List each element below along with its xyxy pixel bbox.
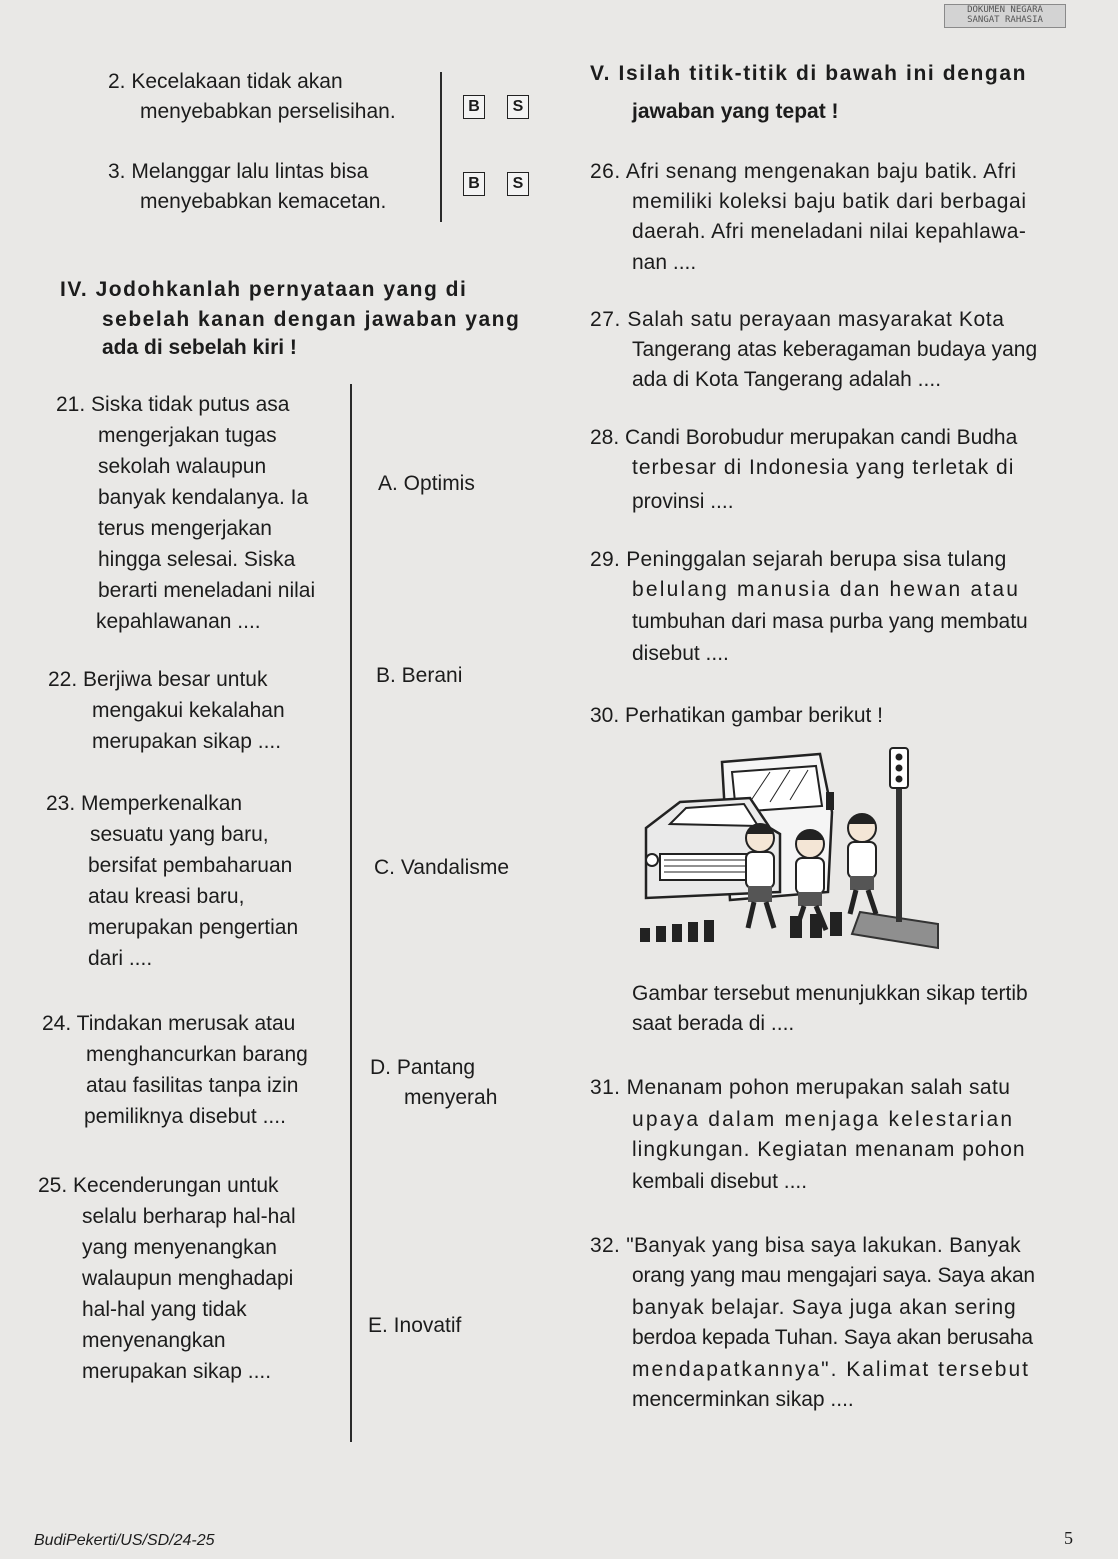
q26-line: nan .... [632, 251, 697, 274]
page-number: 5 [1064, 1528, 1073, 1548]
q25-line: menyenangkan [82, 1329, 226, 1352]
q31-line: upaya dalam menjaga kelestarian [632, 1108, 1015, 1131]
q25-line: merupakan sikap .... [82, 1360, 272, 1383]
q32-line: berdoa kepada Tuhan. Saya akan berusaha [632, 1326, 1033, 1349]
q22-block [48, 664, 285, 757]
q32-line: 32. "Banyak yang bisa saya lakukan. Banyak [590, 1234, 1021, 1257]
stamp-line-2: SANGAT RAHASIA [967, 15, 1043, 25]
q27-line: 27. Salah satu perayaan masyarakat Kota [590, 308, 1005, 331]
q2-line-2: menyebabkan perselisihan. [140, 100, 396, 123]
q25-line: yang menyenangkan [82, 1236, 277, 1259]
answer-b: B. Berani [376, 664, 463, 687]
q21-block [56, 389, 315, 637]
section4-title-line-1: IV. Jodohkanlah pernyataan yang di [60, 278, 468, 301]
q21-line: banyak kendalanya. Ia [98, 486, 309, 509]
section4-title-line-2: sebelah kanan dengan jawaban yang [102, 308, 521, 331]
q27-line: ada di Kota Tangerang adalah .... [632, 368, 942, 391]
q29-line: disebut .... [632, 642, 729, 665]
answer-d-line-1: D. Pantang [370, 1056, 476, 1079]
q23-line: atau kreasi baru, [88, 885, 245, 908]
q25-line: selalu berharap hal-hal [82, 1205, 296, 1228]
q32-line: mendapatkannya". Kalimat tersebut [632, 1358, 1030, 1381]
q26-line: 26. Afri senang mengenakan baju batik. Afri [590, 160, 1017, 183]
q2-box-b[interactable]: B [463, 95, 485, 119]
q24-line: menghancurkan barang [86, 1043, 308, 1066]
q21-line: hingga selesai. Siska [98, 548, 296, 571]
section5-title-line-1: V. Isilah titik-titik di bawah ini dengan [590, 62, 1028, 85]
q32-line: banyak belajar. Saya juga akan sering [632, 1296, 1017, 1319]
traffic-crossing-illustration [640, 742, 940, 952]
q31-line: 31. Menanam pohon merupakan salah satu [590, 1076, 1011, 1099]
section5-title-line-2: jawaban yang tepat ! [632, 100, 839, 123]
q23-line: 23. Memperkenalkan [46, 792, 243, 815]
q32-line: orang yang mau mengajari saya. Saya akan [632, 1264, 1035, 1287]
q30-line: Gambar tersebut menunjukkan sikap tertib [632, 982, 1028, 1005]
q23-line: sesuatu yang baru, [90, 823, 269, 846]
q24-line: atau fasilitas tanpa izin [86, 1074, 299, 1097]
q23-line: merupakan pengertian [88, 916, 299, 939]
q31-line: kembali disebut .... [632, 1170, 808, 1193]
q24-line: 24. Tindakan merusak atau [42, 1012, 296, 1035]
q31-line: lingkungan. Kegiatan menanam pohon [632, 1138, 1026, 1161]
q2-box-s[interactable]: S [507, 95, 529, 119]
q2-line-1: 2. Kecelakaan tidak akan [108, 70, 343, 93]
q30-line: 30. Perhatikan gambar berikut ! [590, 704, 883, 727]
q25-line: 25. Kecenderungan untuk [38, 1174, 279, 1197]
q3-line-1: 3. Melanggar lalu lintas bisa [108, 160, 369, 183]
q23-line: bersifat pembaharuan [88, 854, 293, 877]
q29-line: belulang manusia dan hewan atau [632, 578, 1021, 601]
answer-a: A. Optimis [378, 472, 475, 495]
answer-c: C. Vandalisme [374, 856, 510, 879]
q21-line: 21. Siska tidak putus asa [56, 393, 290, 416]
answer-d-line-2: menyerah [404, 1086, 498, 1109]
q28-line: provinsi .... [632, 490, 734, 513]
q3-box-s[interactable]: S [507, 172, 529, 196]
matching-divider-line [350, 384, 352, 1442]
q32-line: mencerminkan sikap .... [632, 1388, 854, 1411]
footer-code: BudiPekerti/US/SD/24-25 [34, 1532, 215, 1549]
q24-line: pemiliknya disebut .... [84, 1105, 286, 1128]
q23-block [46, 788, 298, 974]
q21-line: mengerjakan tugas [98, 424, 277, 447]
q22-line: merupakan sikap .... [92, 730, 282, 753]
confidential-stamp [944, 4, 1066, 28]
q27-line: Tangerang atas keberagaman budaya yang [632, 338, 1038, 361]
q29-line: 29. Peninggalan sejarah berupa sisa tulang [590, 548, 1007, 571]
q23-line: dari .... [88, 947, 153, 970]
stamp-line-1: DOKUMEN NEGARA [967, 5, 1043, 15]
q25-line: hal-hal yang tidak [82, 1298, 247, 1321]
q25-line: walaupun menghadapi [82, 1267, 294, 1290]
q21-line: sekolah walaupun [98, 455, 267, 478]
q21-line: kepahlawanan .... [96, 610, 261, 633]
section4-title-line-3: ada di sebelah kiri ! [102, 336, 297, 359]
q29-line: tumbuhan dari masa purba yang membatu [632, 610, 1028, 633]
q25-block [38, 1170, 296, 1387]
q22-line: mengakui kekalahan [92, 699, 285, 722]
q28-line: 28. Candi Borobudur merupakan candi Budha [590, 426, 1018, 449]
top-divider-line [440, 72, 442, 222]
q30-line: saat berada di .... [632, 1012, 795, 1035]
answer-e: E. Inovatif [368, 1314, 462, 1337]
q26-line: memiliki koleksi baju batik dari berbagai [632, 190, 1027, 213]
q3-line-2: menyebabkan kemacetan. [140, 190, 387, 213]
q21-line: berarti meneladani nilai [98, 579, 316, 602]
q28-line: terbesar di Indonesia yang terletak di [632, 456, 1015, 479]
q3-box-b[interactable]: B [463, 172, 485, 196]
q24-block [42, 1008, 308, 1132]
q22-line: 22. Berjiwa besar untuk [48, 668, 268, 691]
q21-line: terus mengerjakan [98, 517, 272, 540]
q26-line: daerah. Afri meneladani nilai kepahlawa- [632, 220, 1027, 243]
